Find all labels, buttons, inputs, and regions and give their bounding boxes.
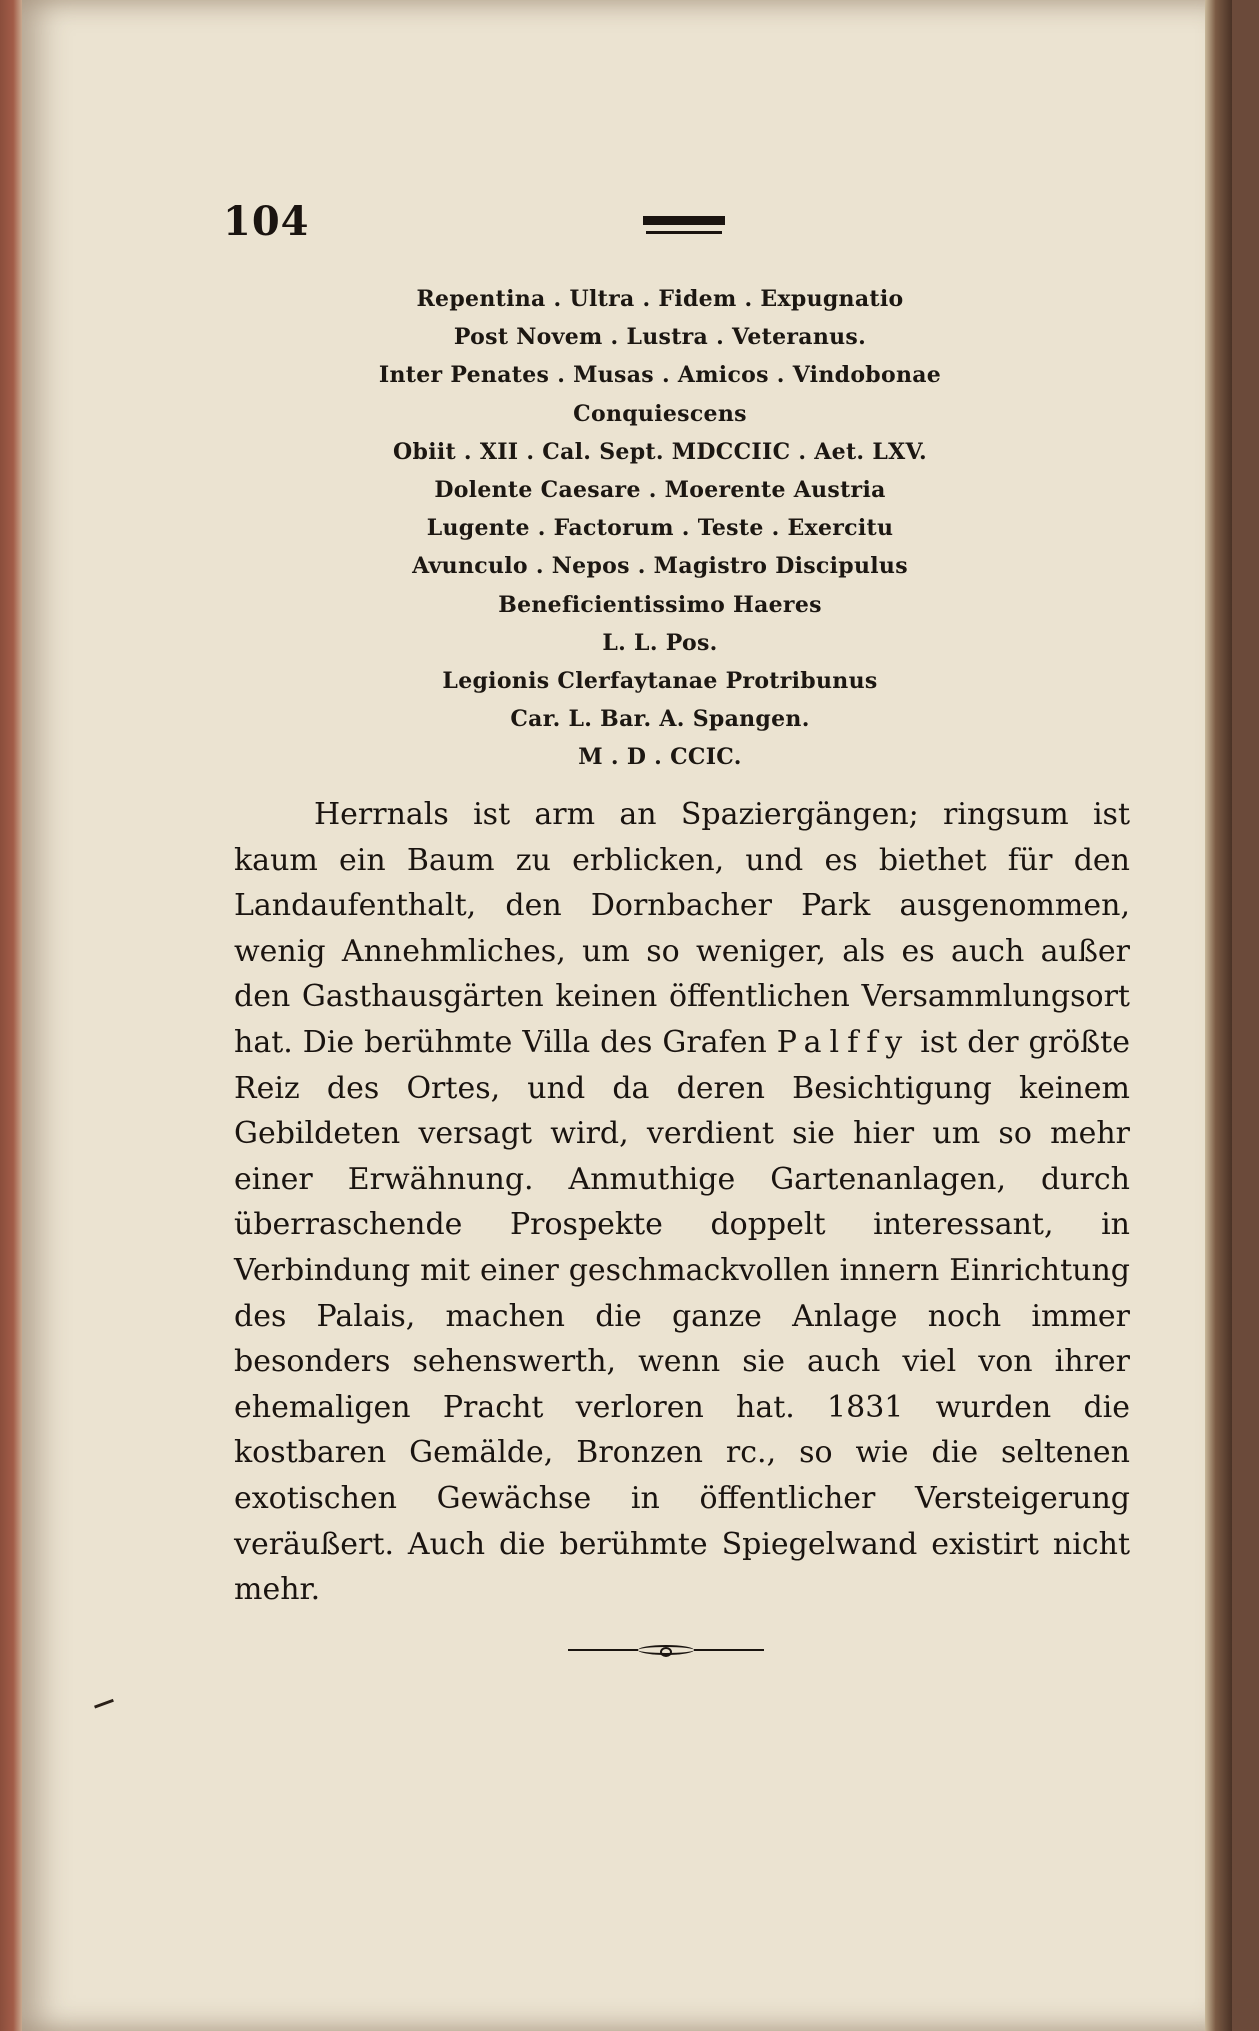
paragraph-text-part: Herrnals ist arm an Spaziergängen; ringsum ist kaum ein Baum zu erblicken, und es biethet für den Landaufenthalt, den Dornbacher Park ausgenommen, wenig Annehmliches, um so weniger, als es auch außer den Gasthausgärten keinen öffentlichen Versammlungsort hat. Die berühmte Villa des Grafen <box>234 797 1130 1060</box>
inscription-line: Obiit . XII . Cal. Sept. MDCCIIC . Aet. LXV. <box>393 438 927 465</box>
inscription-line: M . D . CCIC. <box>578 744 742 771</box>
book-spine-edge <box>0 0 22 2031</box>
inscription-line: Inter Penates . Musas . Amicos . Vindobonae <box>378 362 942 389</box>
latin-inscription <box>360 280 960 777</box>
inscription-line: Post Novem . Lustra . Veteranus. <box>453 324 867 351</box>
name-palffy: Palffy <box>776 1024 911 1060</box>
inscription-line: Conquiescens <box>573 400 747 427</box>
inscription-line: Legionis Clerfaytanae Protribunus <box>442 668 878 695</box>
page-number: 104 <box>223 198 310 245</box>
inscription-line: Car. L. Bar. A. Spangen. <box>510 706 810 733</box>
tailpiece-ornament <box>568 1643 764 1657</box>
inscription-line: Dolente Caesare . Moerente Austria <box>434 477 886 504</box>
body-text <box>234 792 1130 1613</box>
page-fore-edge <box>1205 0 1232 2031</box>
inscription-line: Beneficientissimo Haeres <box>498 591 822 618</box>
inscription-line: Lugente . Factorum . Teste . Exercitu <box>426 515 894 542</box>
paragraph <box>234 792 1130 1613</box>
inscription-line: Avunculo . Nepos . Magistro Discipulus <box>412 553 908 580</box>
inscription-line: Repentina . Ultra . Fidem . Expugnatio <box>416 286 904 312</box>
inscription-line: L. L. Pos. <box>602 629 718 656</box>
paragraph-text-part: ist der größte Reiz des Ortes, und da deren Besichtigung keinem Gebildeten versagt wird, verdient sie hier um so mehr einer Erwähnung. Anmuthige Gartenanlagen, durch überraschende Prospekte doppelt interessant, in Verbindung mit einer geschmackvollen innern Einrichtung des Palais, machen die ganze Anlage noch immer besonders sehenswerth, wenn sie auch viel von ihrer ehemaligen Pracht verloren hat. 1831 wurden die kostbaren Gemälde, Bronzen rc., so wie die seltenen exotischen Gewächse in öffentlicher Versteigerung veräußert. Auch die berühmte Spiegelwand existirt nicht mehr. <box>234 1024 1130 1608</box>
page-header <box>223 198 1083 248</box>
header-rule <box>643 216 725 225</box>
